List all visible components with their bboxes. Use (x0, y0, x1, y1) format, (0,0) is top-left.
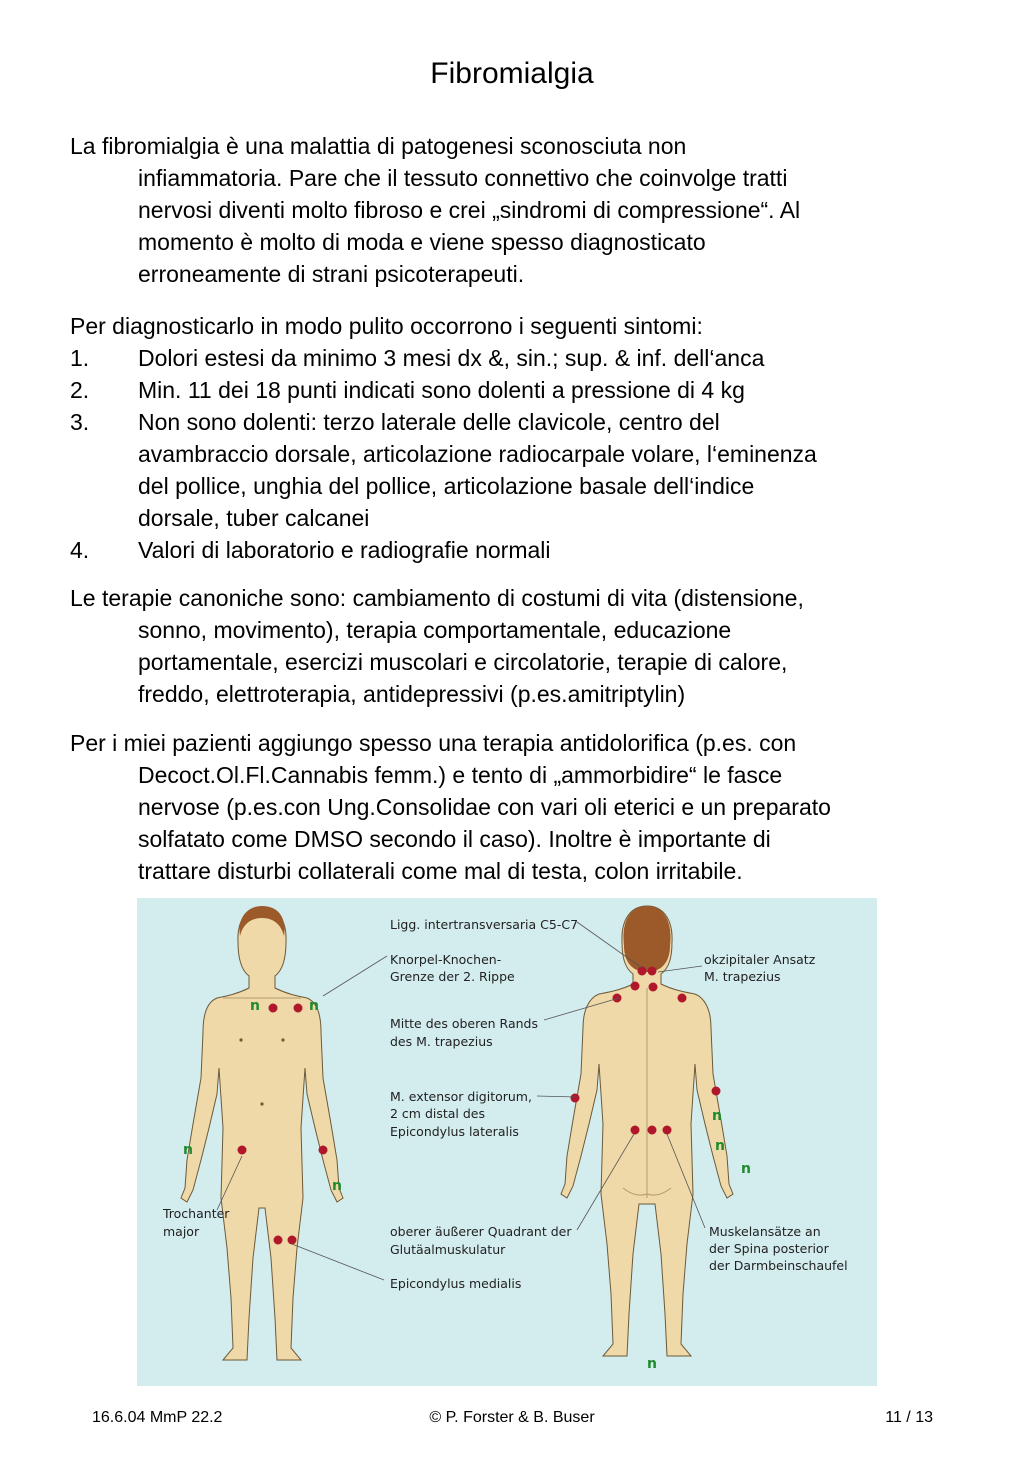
nipple-left (239, 1038, 242, 1041)
control-point-marker: n (715, 1138, 725, 1154)
control-point-marker: n (647, 1356, 657, 1372)
label-gluteal: oberer äußerer Quadrant der (390, 1224, 572, 1239)
label-muskelansaetze: der Darmbeinschaufel (709, 1258, 848, 1273)
label-ligg: Ligg. intertransversaria C5-C7 (390, 917, 579, 932)
back-hair (623, 906, 670, 972)
tender-point (649, 983, 658, 992)
tender-point (663, 1126, 672, 1135)
footer-date: 16.6.04 MmP 22.2 (92, 1409, 223, 1426)
text-line: nervose (p.es.con Ung.Consolidae con vari oli eterici e un preparato (138, 794, 831, 820)
label-epicondylus-medialis: Epicondylus medialis (390, 1276, 522, 1291)
label-muskelansaetze: der Spina posterior (709, 1241, 829, 1256)
label-mitte-trapezius: des M. trapezius (390, 1034, 493, 1049)
label-trochanter: Trochanter (163, 1206, 230, 1221)
footer-page-number: 11 / 13 (885, 1409, 933, 1426)
body-diagram (137, 898, 877, 1386)
tender-point (288, 1236, 297, 1245)
control-point-marker: n (332, 1178, 342, 1194)
text-line: momento è molto di moda e viene spesso diagnosticato (138, 229, 706, 255)
list-text: dorsale, tuber calcanei (138, 505, 370, 531)
tender-point (571, 1094, 580, 1103)
control-point-marker: n (183, 1142, 193, 1158)
label-mitte-trapezius: Mitte des oberen Rands (390, 1016, 538, 1031)
list-text: Min. 11 dei 18 punti indicati sono dolenti a pressione di 4 kg (138, 377, 745, 403)
tender-point (631, 1126, 640, 1135)
list-number: 1. (70, 345, 90, 371)
label-knorpel: Knorpel-Knochen- (390, 952, 502, 967)
list-text: del pollice, unghia del pollice, articolazione basale dell‘indice (138, 473, 755, 499)
tender-point (319, 1146, 328, 1155)
label-okzipital: M. trapezius (704, 969, 781, 984)
text-line: erroneamente di strani psicoterapeuti. (138, 261, 525, 287)
page-title: Fibromialgia (430, 57, 594, 90)
control-point-marker: n (309, 998, 319, 1014)
tender-point (238, 1146, 247, 1155)
label-extensor: Epicondylus lateralis (390, 1124, 519, 1139)
text-line: Per diagnosticarlo in modo pulito occorrono i seguenti sintomi: (70, 313, 703, 339)
paragraph-personal-therapy (70, 727, 950, 887)
tender-point (678, 994, 687, 1003)
list-number: 2. (70, 377, 90, 403)
tender-point (712, 1087, 721, 1096)
text-line: trattare disturbi collaterali come mal di testa, colon irritabile. (138, 858, 743, 884)
list-item (70, 534, 950, 566)
text-line: freddo, elettroterapia, antidepressivi (p.es.amitriptylin) (138, 681, 686, 707)
list-item (70, 406, 950, 438)
text-line: Decoct.Ol.Fl.Cannabis femm.) e tento di „ammorbidire“ le fasce (138, 762, 783, 788)
text-line: nervosi diventi molto fibroso e crei „sindromi di compressione“. Al (138, 197, 801, 223)
front-body-outline (181, 908, 343, 1360)
list-text: Dolori estesi da minimo 3 mesi dx &, sin.; sup. & inf. dell‘anca (138, 345, 765, 371)
footer-copyright: © P. Forster & B. Buser (429, 1409, 595, 1426)
nipple-right (281, 1038, 284, 1041)
text-line: portamentale, esercizi muscolari e circolatorie, terapie di calore, (138, 649, 788, 675)
text-line: infiammatoria. Pare che il tessuto connettivo che coinvolge tratti (138, 165, 788, 191)
paragraph-diagnosis (70, 310, 950, 566)
tender-point (648, 1126, 657, 1135)
label-okzipital: okzipitaler Ansatz (704, 952, 816, 967)
label-trochanter: major (163, 1224, 200, 1239)
text-line: sonno, movimento), terapia comportamentale, educazione (138, 617, 732, 643)
label-knorpel: Grenze der 2. Rippe (390, 969, 515, 984)
text-line: Le terapie canoniche sono: cambiamento di costumi di vita (distensione, (70, 585, 804, 611)
tender-point (274, 1236, 283, 1245)
paragraph-therapies (70, 582, 950, 710)
control-point-marker: n (250, 998, 260, 1014)
list-text: Non sono dolenti: terzo laterale delle clavicole, centro del (138, 409, 720, 435)
paragraph-definition (70, 130, 950, 290)
front-body-figure (181, 906, 343, 1360)
tender-point (269, 1004, 278, 1013)
list-item (70, 374, 950, 406)
list-text: Valori di laboratorio e radiografie normali (138, 537, 551, 563)
label-gluteal: Glutäalmuskulatur (390, 1242, 506, 1257)
text-line: Per i miei pazienti aggiungo spesso una terapia antidolorifica (p.es. con (70, 730, 797, 756)
tender-point (294, 1004, 303, 1013)
list-item (70, 342, 950, 374)
tender-points-figure (137, 898, 877, 1386)
list-text: avambraccio dorsale, articolazione radiocarpale volare, l‘eminenza (138, 441, 817, 467)
text-line: solfatato come DMSO secondo il caso). Inoltre è importante di (138, 826, 771, 852)
tender-point (631, 982, 640, 991)
tender-point (613, 994, 622, 1003)
label-muskelansaetze: Muskelansätze an (709, 1224, 821, 1239)
label-extensor: 2 cm distal des (390, 1106, 486, 1121)
list-number: 4. (70, 537, 90, 563)
control-point-marker: n (741, 1161, 751, 1177)
navel (260, 1102, 263, 1105)
list-number: 3. (70, 409, 90, 435)
control-point-marker: n (712, 1108, 722, 1124)
tender-point (648, 967, 657, 976)
text-line: La fibromialgia è una malattia di patogenesi sconosciuta non (70, 133, 687, 159)
label-extensor: M. extensor digitorum, (390, 1089, 532, 1104)
